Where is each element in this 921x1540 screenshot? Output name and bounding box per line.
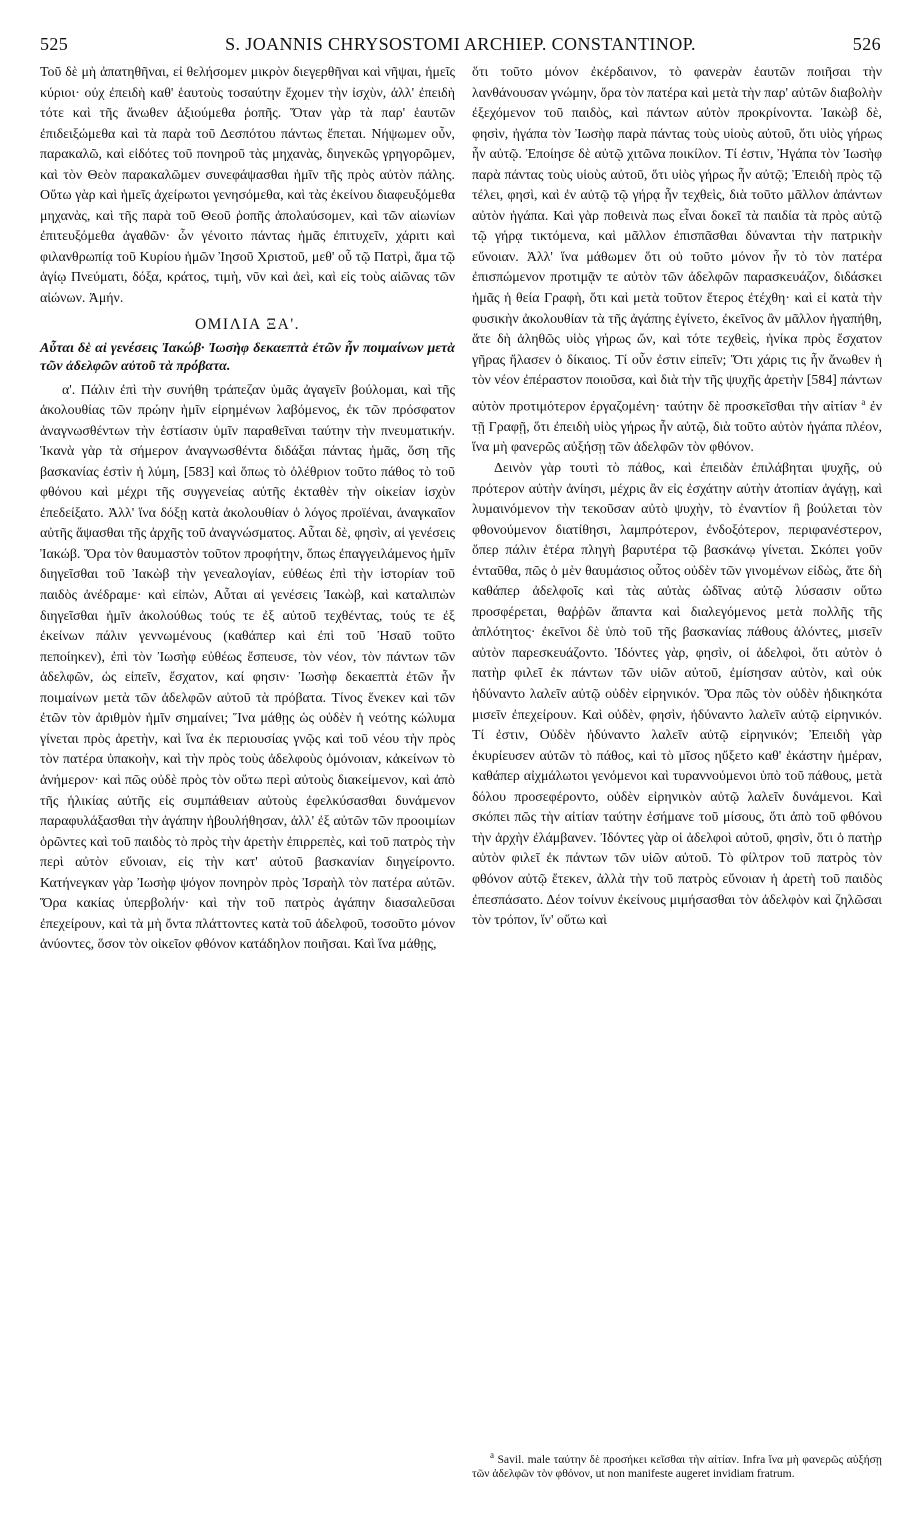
continuation-paragraph bbox=[472, 63, 882, 459]
homily-opening-paragraph: α'. Πάλιν ἐπὶ τὴν συνήθη τράπεζαν ὑμᾶς ἀγαγεῖν βούλομαι, καὶ τῆς ἀκολουθίας τῶν πρώην ἡμῖν εἰρημένων λαβόμενος, ἐκ τῶν πρόσφατον ἀναγνωσθέντων τὴν ἑστίασιν ὑμῖν παραθεῖναι ταύτην τὴν πνευματικήν. Ἱκανὰ γὰρ τὰ σήμερον ἀναγνωσθέντα διδάξαι πάντας ἡμᾶς, ὅση τῆς βασκανίας ἐστὶν ἡ λύμη, [583] καὶ ὅπως τὸ ὀλέθριον τοῦτο πάθος τὸ τοῦ φθόνου καὶ μέχρι τῆς συγγενείας αὐτῆς ἐκταθὲν τὴν οἰκείαν ἰσχὺν ἐπεδείξατο. Ἀλλ' ἵνα δόξῃ κατὰ ἀκολουθίαν ὁ λόγος προϊέναι, ἀναγκαῖον αὐτῆς ἅψασθαι τῆς ἀρχῆς τοῦ ἀναγνώσματος. Αὗται δὲ, φησὶν, αἱ γενέσεις Ἰακώβ. Ὅρα τὸν θαυμαστὸν τοῦτον προφήτην, ὅπως ἐπαγγειλάμενος ἡμῖν διηγεῖσθαι τοῦ Ἰακὼβ τὴν γενεαλογίαν, εὐθέως ἐπὶ τὴν ἱστορίαν τοῦ παιδὸς ἀνέδραμε· καὶ εἰπὼν, Αὗται αἱ γενέσεις Ἰακὼβ, καὶ καταλιπὼν διηγεῖσθαι ἡμῖν ἀκολούθως τούς τε ἐξ αὐτοῦ τεχθέντας, τούς τε ἐξ ἐκείνων πάλιν γεννωμένους (καθάπερ καὶ ἐπὶ τοῦ Ἡσαῦ τοῦτο πεποίηκεν), ἐπὶ τὸν Ἰωσὴφ εὐθέως ἔσπευσε, τὸν νέον, τὸν πάντων τῶν ἀδελφῶν, ὡς εἰπεῖν, ἔσχατον, καί φησιν· Ἰωσὴφ δεκαεπτὰ ἐτῶν ἦν ποιμαίνων μετὰ τῶν ἀδελφῶν αὐτοῦ τὰ πρόβατα. Τίνος ἕνεκεν καὶ τῶν ἐτῶν τὸν ἀριθμὸν ἡμῖν σημαίνει; Ἵνα μάθῃς ὡς οὐδὲν ἡ νεότης κώλυμα γίνεται πρὸς ἀρετὴν, καὶ ἵνα ἐκ περιουσίας γνῷς καὶ τοῦ νέου τὴν πρὸς τὸν πατέρα ὑπακοὴν, καὶ τὴν πρὸς τοὺς ἀδελφοὺς ὁμόνοιαν, κἀκείνων τὸ ἀνήμερον· καὶ πῶς οὐδὲ πρὸς τὸν οὕτω περὶ αὐτοὺς διακείμενον, καὶ ἀπὸ τῆς ἡλικίας αὐτῆς εἰς συμπάθειαν αὐτοὺς ἐφελκύσασθαι δυνάμενον παραφυλάξασθαι τὴν ἀγάπην ἠβουλήθησαν, ἀλλ' ἐξ αὐτῶν τῶν προοιμίων ὁρῶντες καὶ τοῦ παιδὸς τὸ πρὸς τὴν ἀρετὴν ἐπιρρεπὲς, καὶ τοῦ πατρὸς τὴν περὶ αὐτὸν εὔνοιαν, εἰς τὴν κατ' αὐτοῦ βασκανίαν διηγείροντο. Κατήνεγκαν γὰρ Ἰωσὴφ ψόγον πονηρὸν πρὸς Ἰσραὴλ τὸν πατέρα αὐτῶν. Ὅρα κακίας ὑπερβολήν· καὶ τὴν τοῦ πατρὸς ἀγάπην διασαλεῦσαι ἐπεχείρουν, καὶ τὰ μὴ ὄντα πλάττοντες κατὰ τοῦ ἀδελφοῦ, τοσοῦτο μόνον ἀνύοντες, ὅσον τὸν οἰκεῖον φθόνον κατάδηλον ποιῆσαι. Καὶ ἵνα μάθῃς, bbox=[40, 382, 455, 953]
continuation-text: ὅτι τοῦτο μόνον ἐκέρδαινον, τὸ φανερὰν ἑαυτῶν ποιῆσαι τὴν λανθάνουσαν γνώμην, ὅρα τὸν πατέρα καὶ μετὰ τὴν παρ' αὐτῶν διαβολὴν ἐξεχόμενον τοῦ παιδὸς, καὶ πάντων αὐτὸν προκρίνοντα. Ἰακὼβ δὲ, φησὶν, ἠγάπα τὸν Ἰωσὴφ παρὰ πάντας τοὺς υἱοὺς αὐτοῦ, ὅτι υἱὸς γήρως ἦν αὐτῷ. Ἐποίησε δὲ αὐτῷ χιτῶνα ποικίλον. Τί ἐστιν, Ἠγάπα τὸν Ἰωσὴφ παρὰ πάντας τοὺς υἱοὺς αὐτοῦ, ὅτι υἱὸς γήρως ἦν αὐτῷ; Ἐπειδὴ πρὸς τῷ τέλει, φησὶ, καὶ ἐν αὐτῷ τῷ γήρᾳ ἦν τεχθεὶς, διὰ τοῦτο μᾶλλον ἁπάντων αὐτὸν ἠγάπα. Καὶ γὰρ ποθεινὰ πως εἶναι δοκεῖ τὰ παιδία τὰ πρὸς αὐτῷ τῷ γήρᾳ τικτόμενα, καὶ μᾶλλον ἐπισπᾶσθαι δύνανται τὴν πατρικὴν εὔνοιαν. Ἀλλ' ἵνα μάθωμεν ὅτι οὐ τοῦτο μόνον ἦν τὸ τὸν πατέρα ἐπισπώμενον προτιμᾷν τε αὐτὸν τῶν ἀδελφῶν παρασκευάζον, διδάσκει ἡμᾶς ἡ θεία Γραφὴ, ὅτι καὶ μετὰ τοῦτον ἕτερος ἐτέχθη· καὶ εἰ κατὰ τὴν φυσικὴν ἀκολουθίαν τὰ τῆς ἀγάπης ἐγίνετο, ἐκεῖνος ἂν μᾶλλον ἠγαπήθη, ἅτε δὴ ἀληθῶς υἱὸς γήρως ὤν, καὶ τότε τεχθεὶς, ἡνίκα πρὸς ἔσχατον γῆρας ἤλασεν ὁ δίκαιος. Τί οὖν ἐστιν εἰπεῖν; Ὅτι χάρις τις ἦν ἄνωθεν ἡ τὸν νέον ἐπέραστον ποιοῦσα, καὶ διὰ τὴν τῆς ψυχῆς ἀρετὴν [584] πάντων αὐτὸν προτιμότερον ἐργαζομένη· ταύτην δὲ προσκεῖσθαι τὴν αἰτίαν bbox=[472, 65, 882, 415]
homily-verse: Αὗται δὲ αἱ γενέσεις Ἰακώβ· Ἰωσὴφ δεκαεπτὰ ἐτῶν ἦν ποιμαίνων μετὰ τῶν ἀδελφῶν αὐτοῦ τὰ πρόβατα. bbox=[40, 340, 455, 374]
left-column bbox=[40, 63, 455, 956]
running-title: S. JOANNIS CHRYSOSTOMI ARCHIEP. CONSTANTINOP. bbox=[225, 34, 696, 54]
closing-paragraph: Τοῦ δὲ μὴ ἀπατηθῆναι, εἰ θελήσομεν μικρὸν διεγερθῆναι καὶ νῆψαι, ἡμεῖς κύριοι· οὐχ ἐπειδὴ καθ' ἑαυτοὺς τοσαύτην ἔχομεν τὴν ἰσχὺν, ἀλλ' ἐπειδὴ τότε καὶ τῆς ἄνωθεν ἀξιούμεθα ῥοπῆς. Ὅταν γὰρ τὰ παρ' ἑαυτῶν ἐπιδειξώμεθα καὶ τὰ παρὰ τοῦ Δεσπότου πάντως ἕπεται. Νήψωμεν οὖν, παρακαλῶ, καὶ εἰδότες τοῦ πονηροῦ τὰς μηχανὰς, διηνεκῶς γρηγορῶμεν, καὶ τὸν Θεὸν παρακαλῶμεν συνεφάψασθαι ἡμῖν τῆς πρὸς αὐτὸν πάλης. Οὕτω γὰρ καὶ ἡμεῖς ἀχείρωτοι γενησόμεθα, καὶ τὰς ἐκείνου διαφευξόμεθα μηχανὰς, καὶ τῆς παρὰ τοῦ Θεοῦ ῥοπῆς ἀπολαύσομεν, καὶ τῶν αἰωνίων ἐπιτευξόμεθα ἀγαθῶν· ὧν γένοιτο πάντας ἡμᾶς ἐπιτυχεῖν, χάριτι καὶ φιλανθρωπίᾳ τοῦ Κυρίου ἡμῶν Ἰησοῦ Χριστοῦ, μεθ' οὗ τῷ Πατρὶ, ἅμα τῷ ἁγίῳ Πνεύματι, δόξα, κράτος, τιμὴ, νῦν καὶ ἀεὶ, καὶ εἰς τοὺς αἰῶνας τῶν αἰώνων. Ἀμήν. bbox=[40, 65, 455, 307]
page-number-left: 525 bbox=[40, 34, 69, 54]
running-head bbox=[40, 34, 881, 58]
footnote-marker: a bbox=[490, 1450, 494, 1460]
envy-paragraph: Δεινὸν γὰρ τουτὶ τὸ πάθος, καὶ ἐπειδὰν ἐπιλάβηται ψυχῆς, οὐ πρότερον αὐτὴν ἀνίησι, μέχρις ἂν εἰς ἐσχάτην αὐτὴν ἀτοπίαν ἀγάγῃ, καὶ λυμαινόμενον τὴν τεκοῦσαν αὐτὸ ψυχὴν, τὸ ἐναντίον ἢ βούλεται τὸν φθονούμενον διατίθησι, λαμπρότερον, ἐνδοξότερον, περιφανέστερον, ὅπερ πάλιν ἑτέρα πληγὴ βαρυτέρα τῷ βασκάνῳ γίνεται. Σκόπει γοῦν ἐνταῦθα, πῶς ὁ μὲν θαυμάσιος οὗτος οὐδὲν τῶν γινομένων εἰδὼς, ἅτε δὴ καθάπερ ἀδελφοῖς καὶ τὰς αὐτὰς ὠδῖνας αὐτῷ λύσασιν οὕτω προσφέρεται, θαῤῥῶν ἅπαντα καὶ διαλεγόμενος μετὰ πολλῆς τῆς ἁπλότητος· ἐκεῖνοι δὲ ὑπὸ τοῦ τῆς βασκανίας πάθους ἁλόντες, μισεῖν αὐτὸν παρεσκευάζοντο. Ἰδόντες γὰρ, φησὶν, οἱ ἀδελφοὶ, ὅτι αὐτὸν ὁ πατὴρ φιλεῖ ἐκ πάντων τῶν υἱῶν αὐτοῦ, ἐμίσησαν αὐτὸν, καὶ οὐκ ἠδύναντο λαλεῖν αὐτῷ οὐδὲν εἰρηνικόν. Ὅρα πῶς τὸν οὐδὲν ἠδικηκότα μισεῖν ἐπεχείρουν. Καὶ οὐδὲν, φησὶν, ἠδύναντο λαλεῖν αὐτῷ εἰρηνικόν. Τί ἐστιν, Οὐδὲν ἠδύναντο λαλεῖν αὐτῷ εἰρηνικόν; Ἐπειδὴ γὰρ ἐκυρίευσεν αὐτῶν τὸ πάθος, καὶ τὸ μῖσος ηὔξετο καθ' ἑκάστην ἡμέραν, καθάπερ αἰχμάλωτοι γενόμενοι καὶ τυραννούμενοι ὑπὸ τοῦ πάθους, μετὰ δόλου προσεφέροντο, οὐδὲν εἰρηνικὸν αὐτῷ λαλεῖν δυνάμενοι. Καὶ σκόπει πῶς τὴν αἰτίαν ταύτην ἐσήμανε τοῦ μίσους, ὅτι ἀπὸ τοῦ φθόνου τὴν ἀρχὴν ἐλάμβανεν. Ἰδόντες γὰρ οἱ ἀδελφοὶ αὐτοῦ, φησὶν, ὅτι ὁ πατὴρ αὐτὸν φιλεῖ ἐκ πάντων τῶν υἱῶν αὐτοῦ. Τὸ φίλτρον τοῦ πατρὸς τὸν φθόνον αὐτῷ ἔτεκεν, ἀλλὰ τὴν τοῦ πατρὸς εὔνοιαν ἡ ἀρετὴ τοῦ παιδὸς ἐπεσπάσατο. Δέον τοίνυν ἐκείνους μιμήσασθαι τὸν ἀδελφὸν καὶ ζηλῶσαι τὸν τρόπον, ἵν' οὕτω καὶ bbox=[472, 461, 882, 929]
footnote-reference: a bbox=[861, 396, 866, 407]
footnote bbox=[472, 1448, 882, 1482]
page-number-right: 526 bbox=[852, 34, 881, 54]
homily-title: ΟΜΙΛΙΑ ΞΑ'. bbox=[194, 315, 301, 333]
right-column bbox=[472, 63, 882, 932]
continuation-text-end: ἐν τῇ Γραφῇ, ὅτι ἐπειδὴ υἱὸς γήρως ἦν αὐτῷ, διὰ τοῦτο αὐτὸν ἠγάπα πλέον, ἵνα μὴ φανερῶς αὐξήσῃ τῶν ἀδελφῶν τὸν φθόνον. bbox=[472, 399, 882, 456]
footnote-text: Savil. male ταύτην δὲ προσήκει κεῖσθαι τὴν αἰτίαν. Infra ἵνα μὴ φανερῶς αὐξήσῃ τῶν ἀδελφῶν τὸν φθόνον, ut non manifeste augeret invidiam fratrum. bbox=[472, 1452, 882, 1481]
